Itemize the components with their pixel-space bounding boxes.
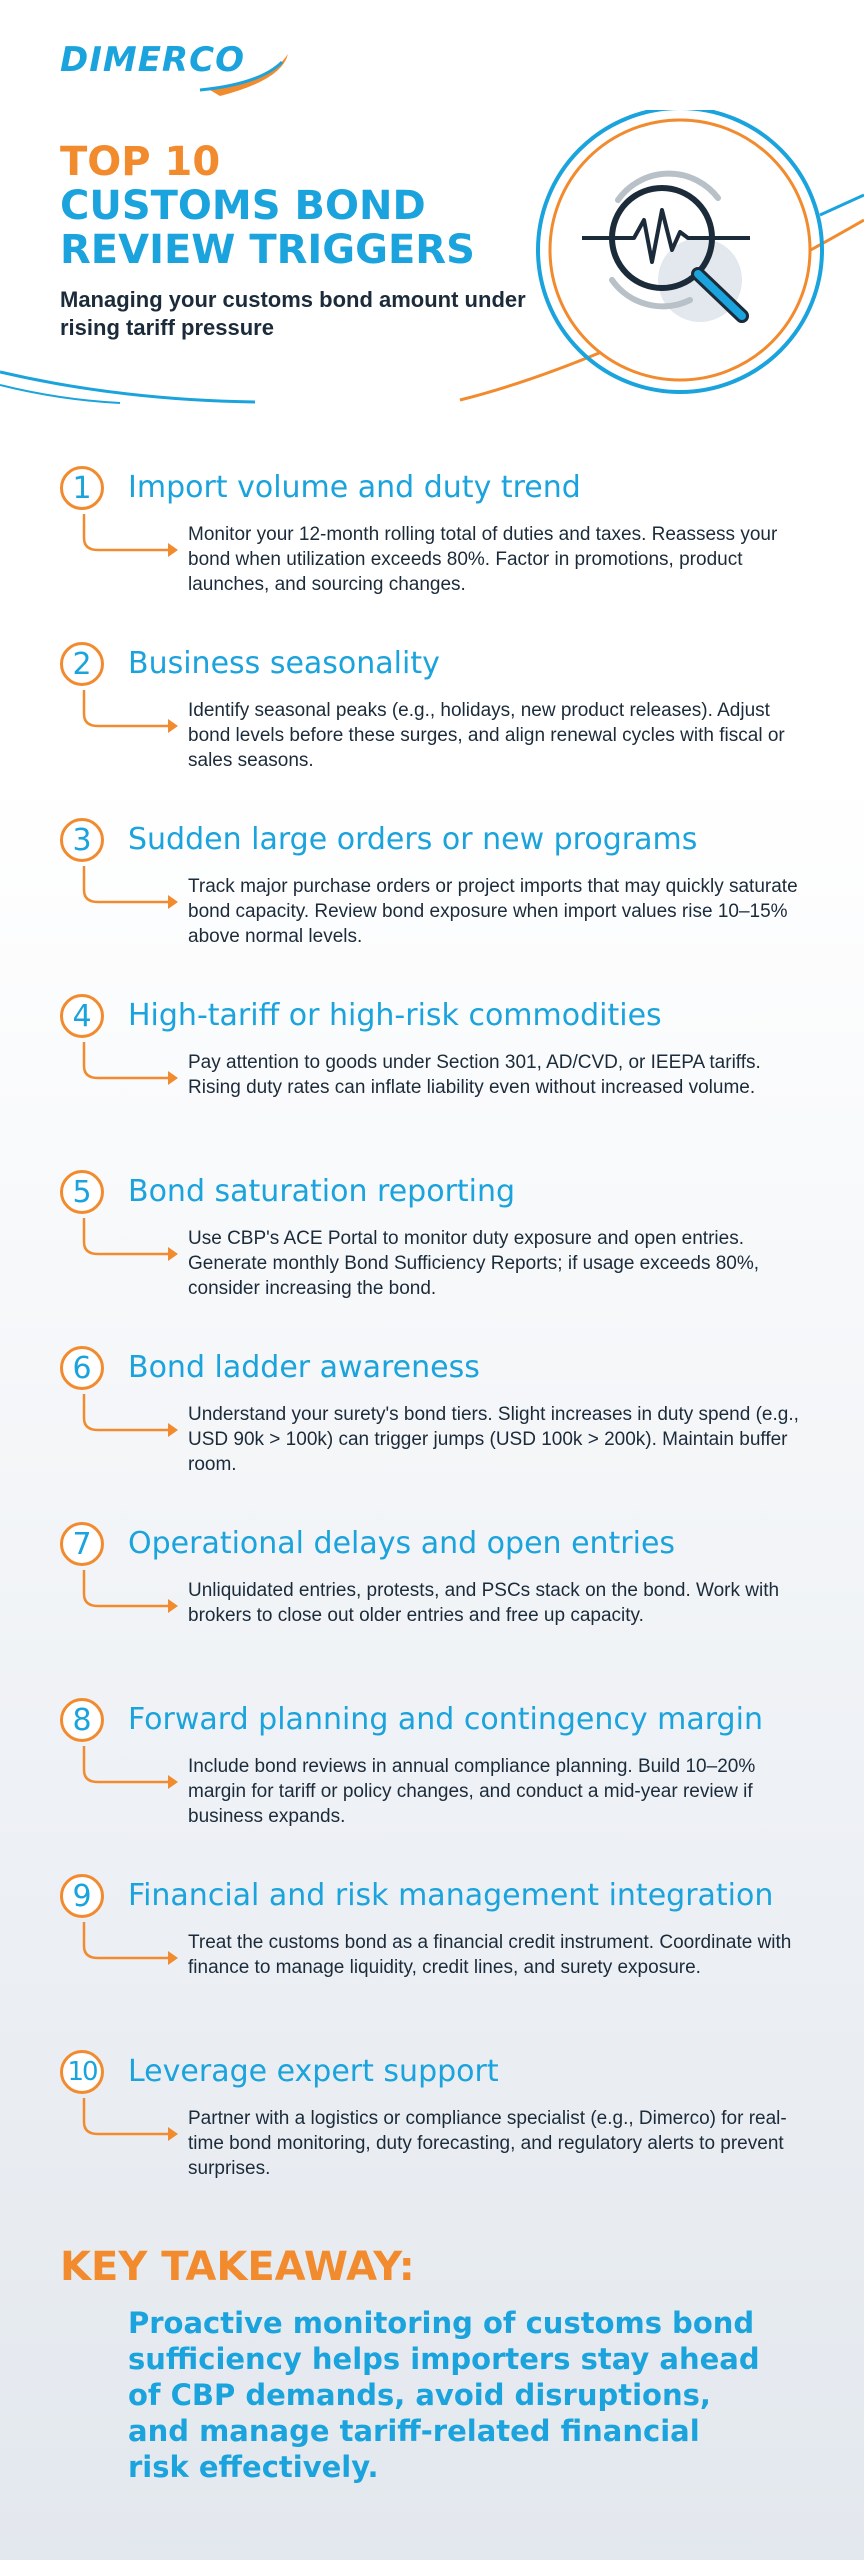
trigger-number: 10 [60, 2050, 104, 2094]
trigger-number: 5 [60, 1170, 104, 1214]
trigger-body: Pay attention to goods under Section 301, AD/CVD, or IEEPA tariffs. Rising duty rates can inflate liability even without increased volume. [188, 1052, 761, 1098]
trigger-body: Monitor your 12-month rolling total of duties and taxes. Reassess your bond when utilization exceeds 80%. Factor in promotions, product launches, and sourcing changes. [188, 524, 778, 595]
arrow-icon [80, 510, 184, 570]
trigger-heading: Operational delays and open entries [128, 1526, 676, 1561]
trigger-heading: Import volume and duty trend [128, 470, 581, 505]
title-top: TOP 10 [60, 139, 221, 185]
trigger-heading: Financial and risk management integration [128, 1878, 774, 1913]
arrow-icon [80, 862, 184, 922]
arrow-icon [80, 686, 184, 746]
trigger-body: Use CBP's ACE Portal to monitor duty exposure and open entries. Generate monthly Bond Sufficiency Reports; if usage exceeds 80%, consider increasing the bond. [188, 1228, 760, 1299]
arrow-icon [80, 1214, 184, 1274]
trigger-heading: Forward planning and contingency margin [128, 1702, 763, 1737]
trigger-heading: Bond saturation reporting [128, 1174, 516, 1209]
trigger-number: 2 [60, 642, 104, 686]
trigger-body: Treat the customs bond as a financial credit instrument. Coordinate with finance to manage liquidity, credit lines, and surety exposure. [188, 1932, 792, 1978]
trigger-heading: Business seasonality [128, 646, 440, 681]
trigger-number: 9 [60, 1874, 104, 1918]
arrow-icon [80, 2094, 184, 2154]
arrow-icon [80, 1038, 184, 1098]
dimerco-logo [60, 40, 300, 100]
arrow-icon [80, 1390, 184, 1450]
trigger-heading: High-tariff or high-risk commodities [128, 998, 662, 1033]
title-line-2: CUSTOMS BOND [60, 183, 426, 229]
arrow-icon [80, 1742, 184, 1802]
key-takeaway-title: KEY TAKEAWAY: [60, 2244, 415, 2290]
trigger-body: Identify seasonal peaks (e.g., holidays, new product releases). Adjust bond levels before these surges, and align renewal cycles with fiscal or sales seasons. [188, 700, 785, 771]
key-takeaway-text: Proactive monitoring of customs bond sufficiency helps importers stay ahead of CBP demands, avoid disruptions, and manage tariff-related financial risk effectively. [128, 2306, 760, 2484]
trigger-heading: Leverage expert support [128, 2054, 499, 2089]
trigger-number: 7 [60, 1522, 104, 1566]
trigger-number: 6 [60, 1346, 104, 1390]
trigger-number: 3 [60, 818, 104, 862]
header [60, 140, 530, 342]
arrow-icon [80, 1918, 184, 1978]
trigger-body: Unliquidated entries, protests, and PSCs stack on the bond. Work with brokers to close out older entries and free up capacity. [188, 1580, 780, 1626]
trigger-body: Partner with a logistics or compliance specialist (e.g., Dimerco) for real-time bond monitoring, duty forecasting, and regulatory alerts to prevent surprises. [188, 2108, 787, 2179]
logo-wordmark: DIMERCO [60, 40, 245, 80]
trigger-body: Include bond reviews in annual compliance planning. Build 10–20% margin for tariff or policy changes, and conduct a mid-year review if business expands. [188, 1756, 756, 1827]
subtitle: Managing your customs bond amount under rising tariff pressure [60, 287, 526, 340]
trigger-number: 8 [60, 1698, 104, 1742]
trigger-number: 4 [60, 994, 104, 1038]
trigger-body: Understand your surety's bond tiers. Slight increases in duty spend (e.g., USD 90k > 100k) can trigger jumps (USD 100k > 200k). Maintain buffer room. [188, 1404, 799, 1475]
trigger-heading: Bond ladder awareness [128, 1350, 480, 1385]
trigger-number: 1 [60, 466, 104, 510]
trigger-heading: Sudden large orders or new programs [128, 822, 698, 857]
arrow-icon [80, 1566, 184, 1626]
title-line-3: REVIEW TRIGGERS [60, 227, 475, 273]
trigger-body: Track major purchase orders or project imports that may quickly saturate bond capacity. Review bond exposure when import values rise 10–15% above normal levels. [188, 876, 798, 947]
